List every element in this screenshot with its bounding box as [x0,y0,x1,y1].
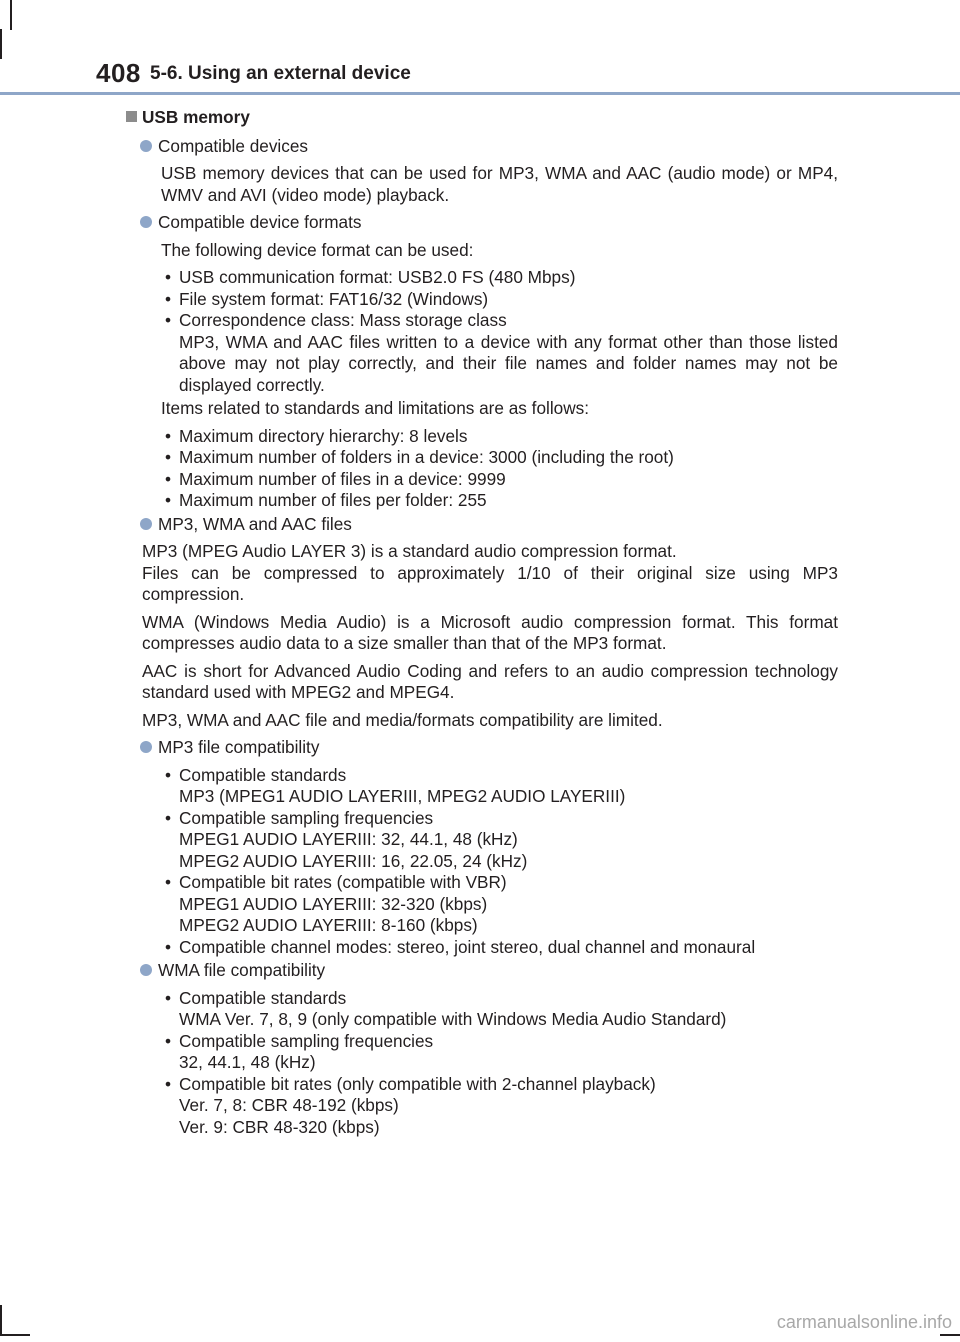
mp3-compatibility-heading: MP3 file compatibility [140,737,838,759]
list-item: • Correspondence class: Mass storage class MP3, WMA and AAC files written to a device with any format other than those listed above may not play correctly, and their file names and folder names may not be displayed correctly. [161,310,838,396]
list-item: • USB communication format: USB2.0 FS (480 Mbps) [161,267,838,289]
list-item: • Compatible channel modes: stereo, joint stereo, dual channel and monaural [161,937,838,959]
list-item: • Compatible standards MP3 (MPEG1 AUDIO LAYERIII, MPEG2 AUDIO LAYERIII) [161,765,838,808]
page-number: 408 [96,58,141,88]
section-title: 5-6. Using an external device [150,63,411,84]
paragraph: MP3, WMA and AAC file and media/formats compatibility are limited. [142,709,663,730]
wma-compatibility-heading: WMA file compatibility [140,960,838,982]
limits-intro: Items related to standards and limitations are as follows: [161,398,589,418]
formats-intro: The following device format can be used: [161,239,474,260]
crop-mark [0,1334,30,1336]
paragraph: Files can be compressed to approximately 1/10 of their original size using MP3 compression. [142,562,838,604]
header-rule [0,92,960,95]
page-content [126,107,838,1140]
circle-bullet-icon [140,518,152,530]
list-item: • Compatible standards WMA Ver. 7, 8, 9 (only compatible with Windows Media Audio Standard) [161,988,838,1031]
mp3-list [161,765,838,959]
list-item: • Maximum directory hierarchy: 8 levels [161,426,838,448]
list-item: • Compatible bit rates (compatible with VBR) MPEG1 AUDIO LAYERIII: 32-320 (kbps) MPEG2 AUDIO LAYERIII: 8-160 (kbps) [161,872,838,937]
paragraph: AAC is short for Advanced Audio Coding and refers to an audio compression technology standard used with MPEG2 and MPEG4. [142,660,838,702]
list-item: • Maximum number of files in a device: 9999 [161,469,838,491]
list-item: • Compatible sampling frequencies 32, 44.1, 48 (kHz) [161,1031,838,1074]
mp3-wma-aac-heading: MP3, WMA and AAC files [140,514,838,536]
square-bullet-icon [126,111,137,122]
limits-list [161,426,838,512]
usb-memory-heading: USB memory [126,107,838,129]
list-item: • Maximum number of files per folder: 255 [161,490,838,512]
compatible-devices-text: USB memory devices that can be used for MP3, WMA and AAC (audio mode) or MP4, WMV and AVI (video mode) playback. [161,163,838,205]
paragraph: MP3 (MPEG Audio LAYER 3) is a standard audio compression format. [142,541,677,561]
watermark: carmanualsonline.info [776,1312,952,1332]
crop-mark [940,1334,960,1336]
paragraph: WMA (Windows Media Audio) is a Microsoft audio compression format. This format compresses audio data to a size smaller than that of the MP3 format. [142,611,838,653]
circle-bullet-icon [140,216,152,228]
compatible-devices-heading: Compatible devices [140,136,838,158]
circle-bullet-icon [140,741,152,753]
list-item: • File system format: FAT16/32 (Windows) [161,289,838,311]
crop-mark [0,1305,2,1335]
circle-bullet-icon [140,140,152,152]
circle-bullet-icon [140,964,152,976]
crop-mark [10,0,12,30]
wma-list [161,988,838,1139]
compatible-formats-heading: Compatible device formats [140,212,838,234]
list-item: • Compatible sampling frequencies MPEG1 AUDIO LAYERIII: 32, 44.1, 48 (kHz) MPEG2 AUDIO LAYERIII: 16, 22.05, 24 (kHz) [161,808,838,873]
list-item: • Compatible bit rates (only compatible with 2-channel playback) Ver. 7, 8: CBR 48-192 (kbps) Ver. 9: CBR 48-320 (kbps) [161,1074,838,1139]
crop-mark [0,29,2,59]
formats-list [161,267,838,396]
list-item: • Maximum number of folders in a device: 3000 (including the root) [161,447,838,469]
formats-note: MP3, WMA and AAC files written to a device with any format other than those listed above may not play correctly, and their file names and folder names may not be displayed correctly. [179,331,838,395]
